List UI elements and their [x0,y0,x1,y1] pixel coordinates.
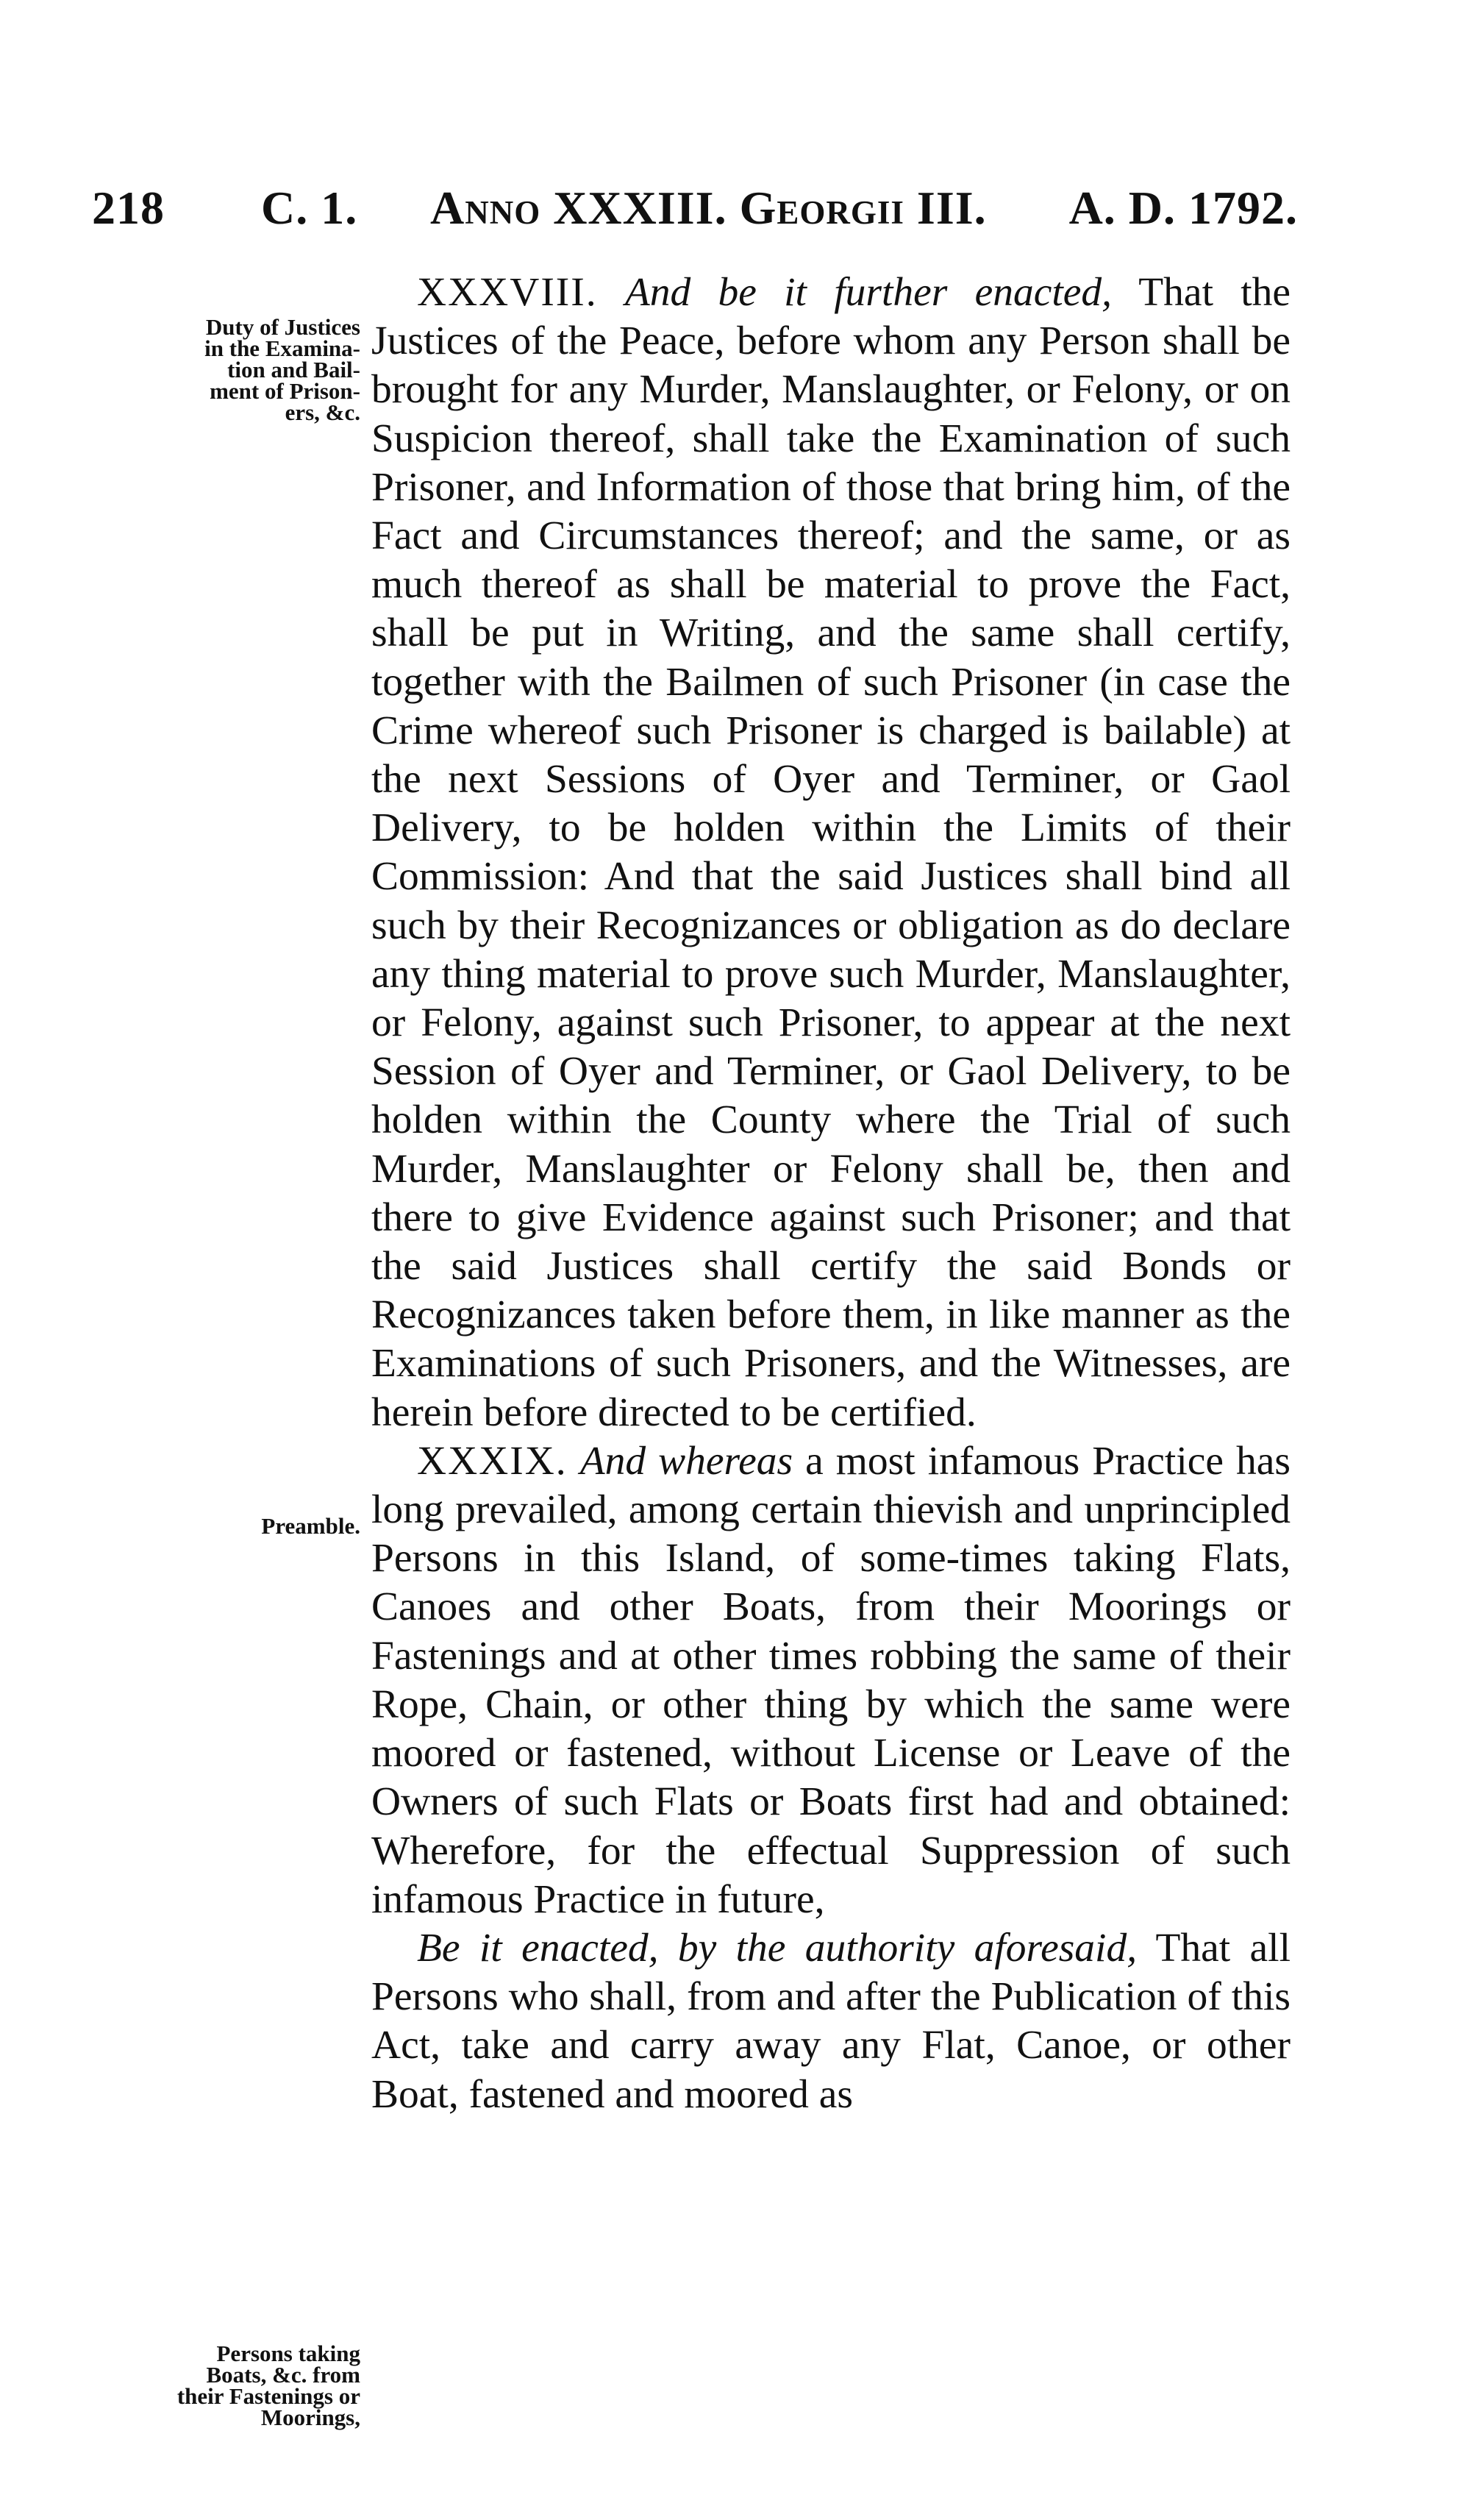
section-xxxviii [371,268,1291,1437]
section-lead: Be it enacted, by the authority aforesaid, [417,1925,1138,1971]
section-number: XXXVIII. [417,270,598,315]
margin-note-line: Persons taking [216,2341,360,2366]
regnal-title: Anno XXXIII. Georgii III. [430,182,987,234]
margin-note-line: ment of Prison- [210,378,360,404]
section-number: XXXIX. [417,1438,568,1484]
year-label: A. D. 1792. [1068,182,1298,234]
margin-note-line: Preamble. [261,1513,360,1539]
margin-note-line: Duty of Justices [205,314,360,340]
section-text: That all Persons who shall, from and after the Publication of this Act, take and carry away any Flat, Canoe, or other Boat, fastened and moored as [371,1925,1291,2117]
margin-note-line: Boats, &c. from [206,2362,360,2388]
margin-note-line: their Fastenings or [176,2383,360,2409]
margin-note-preamble [88,1515,360,1537]
section-xxxix [371,1437,1291,1924]
page-header [92,175,1298,241]
chapter-label: C. 1. [261,182,358,234]
section-text: That the Justices of the Peace, before whom any Person shall be brought for any Murder, Manslaughter, or Felony, or on Suspicion thereof, shall take the Examination of such Prisoner, and Information of those that bring him, of the Fact and Circumstances thereof; and the same, or as much thereof as shall be material to prove the Fact, shall be put in Writing, and the same shall certify, together with the Bailmen of such Prisoner (in case the Crime whereof such Prisoner is charged is bailable) at the next Sessions of Oyer and Terminer, or Gaol Delivery, to be holden within the Limits of their Commission: And that the said Justices shall bind all such by their Recognizances or obligation as do declare any thing material to prove such Murder, Manslaughter, or Felony, against such Prisoner, to appear at the next Session of Oyer and Terminer, or Gaol Delivery, to be holden within the County where the Trial of such Murder, Manslaughter or Felony shall be, then and there to give Evidence against such Prisoner; and that the said Justices shall certify the said Bonds or Recognizances taken before them, in like manner as the Examinations of such Prisoners, and the Witnesses, are herein before directed to be certified. [371,270,1291,1435]
section-text: a most infamous Practice has long prevailed, among certain thievish and unprincipled Persons in this Island, of some-times taking Flats, Canoes and other Boats, from their Moorings or Fastenings and at other times robbing the same of their Rope, Chain, or other thing by which the same were moored or fastened, without License or Leave of the Owners of such Flats or Boats first had and obtained: Wherefore, for the effectual Suppression of such infamous Practice in future, [371,1438,1291,1922]
margin-note-line: ers, &c. [285,399,360,425]
margin-note-line: Moorings, [260,2405,360,2430]
margin-note-duty-of-justices [88,316,360,423]
main-text [371,268,1291,2119]
margin-note-line: in the Examina- [204,335,360,361]
enacting-clause [371,1924,1291,2119]
margin-note-persons-taking-boats [88,2343,360,2428]
section-lead: And whereas [579,1438,793,1484]
section-lead: And be it further enacted, [624,270,1113,315]
margin-note-line: tion and Bail- [227,357,360,382]
page-number: 218 [92,182,165,234]
